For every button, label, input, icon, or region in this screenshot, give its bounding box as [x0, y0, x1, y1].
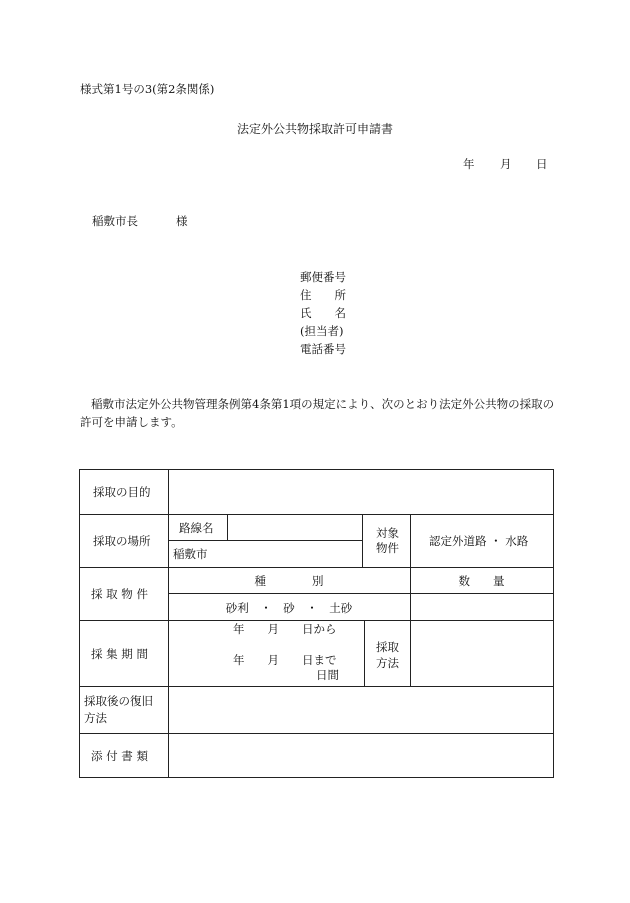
application-table	[79, 469, 554, 778]
attachment-label: 添 付 書 類	[91, 749, 148, 763]
kind-label: 種 別	[254, 574, 324, 588]
kind-value: 砂利 ・ 砂 ・ 土砂	[225, 601, 353, 615]
method-label-line2: 方法	[376, 656, 399, 670]
addressee	[92, 213, 188, 229]
place-label: 採取の場所	[93, 534, 151, 548]
material-label: 採 取 物 件	[91, 587, 148, 601]
route-name-label: 路線名	[179, 521, 214, 535]
document-title: 法定外公共物採取許可申請書	[236, 122, 393, 136]
applicant-contact-label: (担当者)	[300, 324, 344, 338]
applicant-block	[300, 268, 346, 358]
application-statement: 稲敷市法定外公共物管理条例第4条第1項の規定により、次のとおり法定外公共物の採取の許可を申請します。	[80, 397, 555, 429]
period-from: 年 月 日から	[233, 622, 337, 636]
restore-label-line1: 採取後の復旧	[84, 694, 153, 708]
target-label-line1: 対象	[376, 526, 399, 540]
date-month-label: 月	[500, 157, 512, 171]
applicant-postal-label: 郵便番号	[300, 270, 346, 284]
city-label: 稲敷市	[173, 547, 208, 561]
addressee-honorific: 様	[176, 214, 188, 228]
restore-label-line2: 方法	[84, 711, 107, 725]
purpose-label: 採取の目的	[93, 485, 151, 499]
addressee-name: 稲敷市長	[92, 214, 138, 228]
quantity-label: 数 量	[458, 574, 505, 588]
period-days: 日間	[316, 668, 339, 682]
target-value: 認定外道路 ・ 水路	[429, 534, 529, 548]
period-label: 採 集 期 間	[91, 647, 148, 661]
form-number: 様式第1号の3(第2条関係)	[80, 82, 215, 96]
date-year-label: 年	[463, 157, 475, 171]
period-to: 年 月 日まで	[233, 653, 337, 667]
method-label-line1: 採取	[376, 640, 399, 654]
target-label-line2: 物件	[376, 541, 399, 555]
date-day-label: 日	[536, 157, 548, 171]
applicant-address-label: 住 所	[300, 288, 346, 302]
applicant-name-label: 氏 名	[300, 306, 346, 320]
applicant-phone-label: 電話番号	[300, 342, 346, 356]
